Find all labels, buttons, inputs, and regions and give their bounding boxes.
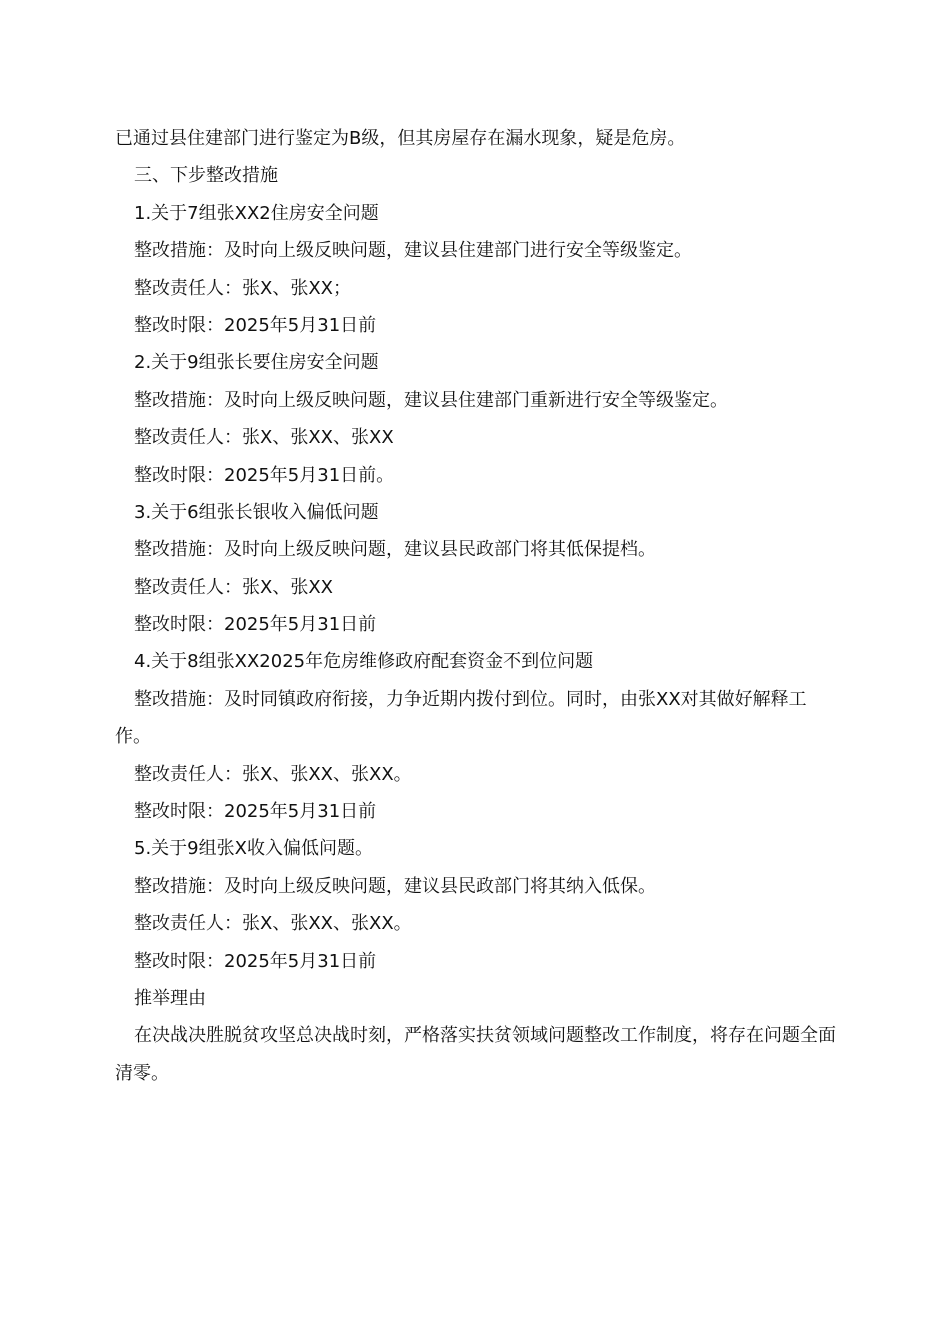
item-5-deadline: 整改时限：2025年5月31日前: [134, 950, 377, 972]
item-1-deadline: 整改时限：2025年5月31日前: [134, 314, 377, 336]
item-heading-1: 1.关于7组张XX2住房安全问题: [134, 202, 379, 224]
paragraph-continuation: 已通过县住建部门进行鉴定为B级，但其房屋存在漏水现象，疑是危房。: [115, 128, 686, 149]
item-5-measure: 整改措施：及时向上级反映问题，建议县民政部门将其纳入低保。: [134, 875, 656, 897]
item-heading-4: 4.关于8组张XX2025年危房维修政府配套资金不到位问题: [134, 651, 594, 673]
item-2-responsible: 整改责任人：张X、张XX、张XX: [134, 427, 394, 449]
item-4-deadline: 整改时限：2025年5月31日前: [134, 801, 377, 823]
item-3-responsible: 整改责任人：张X、张XX: [134, 576, 333, 598]
item-heading-3: 3.关于6组张长银收入偏低问题: [134, 501, 379, 523]
item-3-deadline: 整改时限：2025年5月31日前: [134, 614, 377, 636]
item-heading-2: 2.关于9组张长要住房安全问题: [134, 352, 379, 374]
item-3-measure: 整改措施：及时向上级反映问题，建议县民政部门将其低保提档。: [134, 539, 656, 561]
item-heading-5: 5.关于9组张X收入偏低问题。: [134, 838, 373, 860]
item-4-responsible: 整改责任人：张X、张XX、张XX。: [134, 763, 412, 785]
item-2-measure: 整改措施：及时向上级反映问题，建议县住建部门重新进行安全等级鉴定。: [134, 389, 728, 411]
document-body: [115, 120, 837, 1092]
section-heading: 三、下步整改措施: [134, 165, 278, 187]
recommendation-heading: 推举理由: [134, 988, 206, 1010]
item-5-responsible: 整改责任人：张X、张XX、张XX。: [134, 913, 412, 935]
item-2-deadline: 整改时限：2025年5月31日前。: [134, 464, 395, 486]
item-4-measure: 整改措施：及时同镇政府衔接，力争近期内拨付到位。同时，由张XX对其做好解释工作。: [115, 688, 807, 748]
recommendation-text: 在决战决胜脱贫攻坚总决战时刻，严格落实扶贫领域问题整改工作制度，将存在问题全面清零。: [115, 1025, 836, 1084]
item-1-measure: 整改措施：及时向上级反映问题，建议县住建部门进行安全等级鉴定。: [134, 240, 692, 262]
item-1-responsible: 整改责任人：张X、张XX；: [134, 277, 351, 299]
